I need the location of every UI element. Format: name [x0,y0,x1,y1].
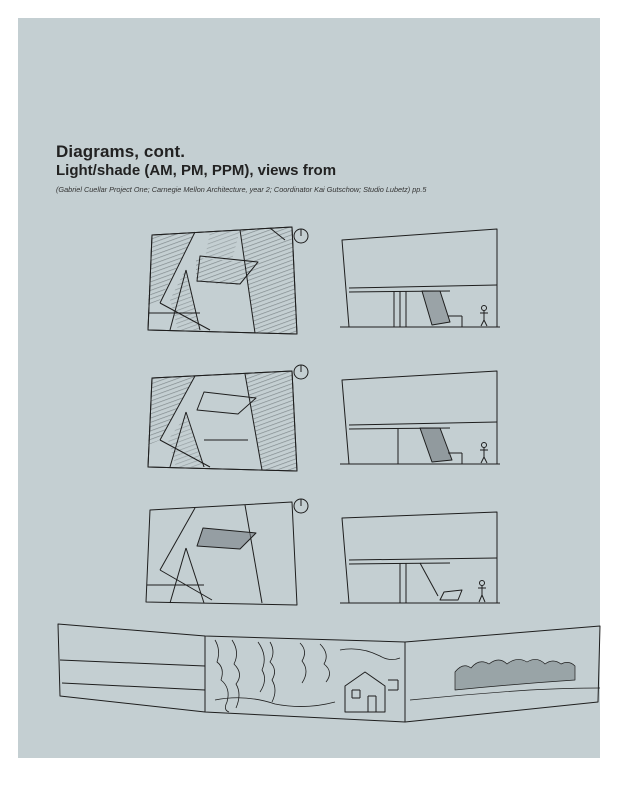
row-pm-plan-perspective [148,365,308,471]
page-subtitle: Light/shade (AM, PM, PPM), views from [56,162,337,179]
row-am-section [340,229,500,327]
panorama-drawing [58,624,600,722]
row-am-plan-perspective [148,227,308,334]
row-pm-section [340,371,500,464]
page-title: Diagrams, cont. [56,142,186,161]
credits-caption: (Gabriel Cuellar Project One; Carnegie Mellon Architecture, year 2; Coordinator Kai Gutschow; Studio Lubetz) pp.5 [56,185,427,194]
row-ppm-section [340,512,500,603]
row-ppm-plan-perspective [146,499,308,605]
